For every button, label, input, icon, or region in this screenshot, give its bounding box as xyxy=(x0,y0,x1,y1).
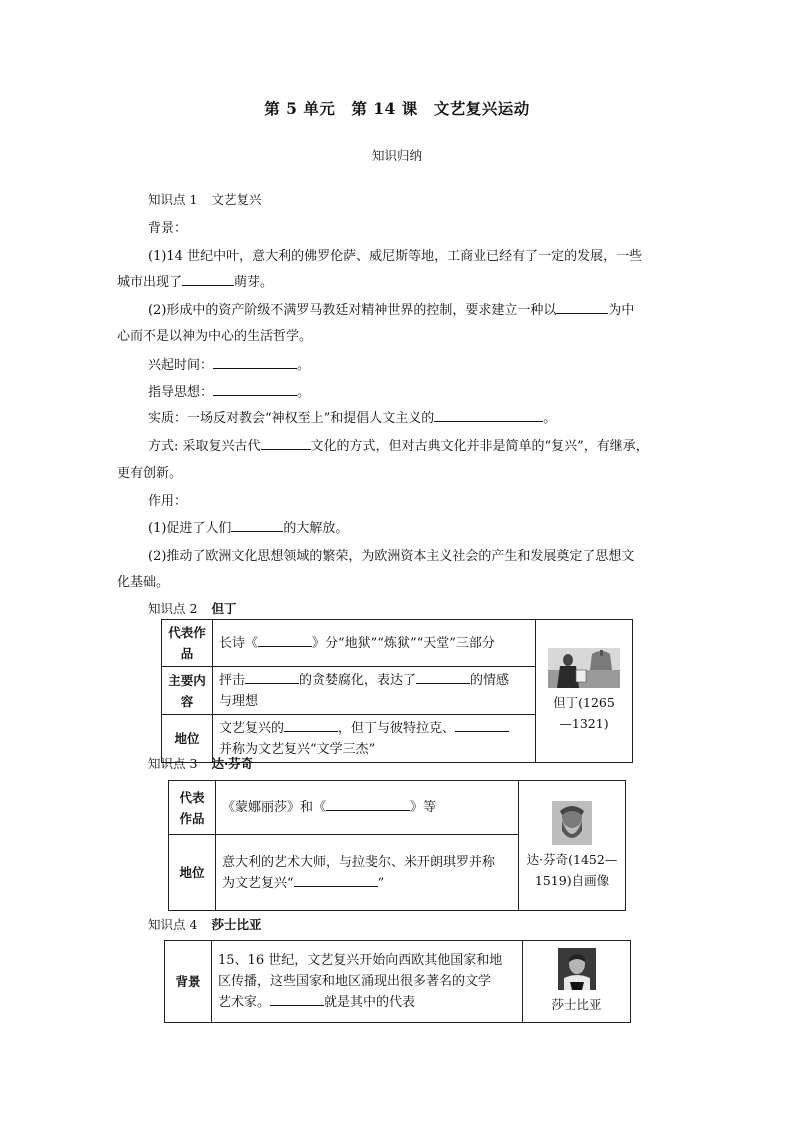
blank[interactable] xyxy=(213,383,297,396)
effect1-line: (1)促进了人们 的大解放。 xyxy=(148,521,349,536)
shakespeare-portrait-cell xyxy=(523,941,631,1023)
effect2-line-a: (2)推动了欧洲文化思想领域的繁荣，为欧洲资本主义社会的产生和发展奠定了思想文 xyxy=(148,549,635,564)
bg1-line-a: (1)14 世纪中叶，意大利的佛罗伦萨、威尼斯等地，工商业已经有了一定的发展，一些 xyxy=(148,249,643,264)
shakespeare-row1-label: 背景 xyxy=(165,941,212,1023)
dante-table xyxy=(161,619,633,763)
davinci-row2-label: 地位 xyxy=(169,835,216,911)
kp3-number: 知识点 3 xyxy=(148,756,198,771)
kp2-number: 知识点 2 xyxy=(148,601,198,616)
shakespeare-row1-content: 15、16 世纪，文艺复兴开始向西欧其他国家和地 区传播，这些国家和地区涌现出很多著名的文学 艺术家。 就是其中的代表 xyxy=(212,941,523,1023)
rise-time-line: 兴起时间： 。 xyxy=(148,358,311,373)
blank[interactable] xyxy=(284,719,338,732)
dante-caption-a: 但丁(1265 xyxy=(553,695,615,710)
davinci-caption-a: 达·芬奇(1452— xyxy=(526,851,618,867)
davinci-portrait-cell xyxy=(519,781,626,911)
blank[interactable] xyxy=(294,874,378,887)
method-line-b: 更有创新。 xyxy=(117,466,183,481)
effect2-line-b: 化基础。 xyxy=(117,575,170,590)
dante-caption-b: —1321) xyxy=(559,716,609,731)
dante-portrait-image xyxy=(548,648,620,688)
essence-line: 实质：一场反对教会“神权至上”和提倡人文主义的 。 xyxy=(148,411,557,426)
dante-row2-label: 主要内容 xyxy=(162,667,213,715)
blank[interactable] xyxy=(258,634,312,647)
effect-label: 作用： xyxy=(148,494,188,509)
guide-thought-line: 指导思想： 。 xyxy=(148,385,311,400)
bg2-line-a: (2)形成中的资产阶级不满罗马教廷对精神世界的控制，要求建立一种以 为中 xyxy=(148,303,635,318)
section-subtitle: 知识归纳 xyxy=(371,148,422,163)
blank[interactable] xyxy=(270,993,324,1006)
dante-row1-content: 长诗《 》分“地狱”“炼狱”“天堂”三部分 xyxy=(213,620,536,667)
dante-row3-content: 文艺复兴的 ，但丁与彼特拉克、 并称为文艺复兴“文学三杰” xyxy=(213,715,536,763)
kp2-heading xyxy=(148,599,236,617)
kp3-heading xyxy=(148,754,253,772)
shakespeare-caption: 莎士比亚 xyxy=(551,997,602,1012)
kp1-title: 文艺复兴 xyxy=(211,192,262,207)
kp2-title: 但丁 xyxy=(211,601,237,616)
blank[interactable] xyxy=(556,301,608,314)
davinci-portrait-image xyxy=(552,801,592,845)
davinci-table xyxy=(168,780,626,911)
davinci-row2-content: 意大利的艺术大师，与拉斐尔、米开朗琪罗并称 为文艺复兴“ ” xyxy=(216,835,519,911)
kp4-heading xyxy=(148,915,261,933)
blank[interactable] xyxy=(245,671,299,684)
dante-row2-content: 抨击 的贪婪腐化，表达了 的情感 与理想 xyxy=(213,667,536,715)
page-title: 第 5 单元 第 14 课 文艺复兴运动 xyxy=(264,99,530,118)
dante-row1-label: 代表作品 xyxy=(162,620,213,667)
blank[interactable] xyxy=(416,671,470,684)
method-line-a: 方式: 采取复兴古代 文化的方式，但对古典文化并非是简单的“复兴”，有继承， xyxy=(148,439,649,454)
kp3-title: 达·芬奇 xyxy=(211,756,254,771)
kp4-number: 知识点 4 xyxy=(148,917,198,932)
davinci-row1-label: 代表作品 xyxy=(169,781,216,835)
bg1-line-b: 城市出现了 萌芽。 xyxy=(117,275,274,290)
dante-row3-label: 地位 xyxy=(162,715,213,763)
blank[interactable] xyxy=(182,273,234,286)
davinci-caption-b: 1519)自画像 xyxy=(534,872,610,888)
kp1-number: 知识点 1 xyxy=(148,192,198,207)
shakespeare-table xyxy=(164,940,631,1023)
bg2-line-b: 心而不是以神为中心的生活哲学。 xyxy=(117,329,313,344)
blank[interactable] xyxy=(326,798,410,811)
blank[interactable] xyxy=(455,719,509,732)
davinci-row1-content: 《蒙娜丽莎》和《 》等 xyxy=(216,781,519,835)
blank[interactable] xyxy=(261,437,311,450)
kp1-heading xyxy=(148,190,261,208)
shakespeare-portrait-image xyxy=(558,948,596,990)
blank[interactable] xyxy=(213,356,297,369)
blank[interactable] xyxy=(434,409,543,422)
dante-portrait-cell xyxy=(536,620,633,763)
blank[interactable] xyxy=(231,519,283,532)
kp4-title: 莎士比亚 xyxy=(211,917,262,932)
background-label: 背景： xyxy=(148,221,188,236)
